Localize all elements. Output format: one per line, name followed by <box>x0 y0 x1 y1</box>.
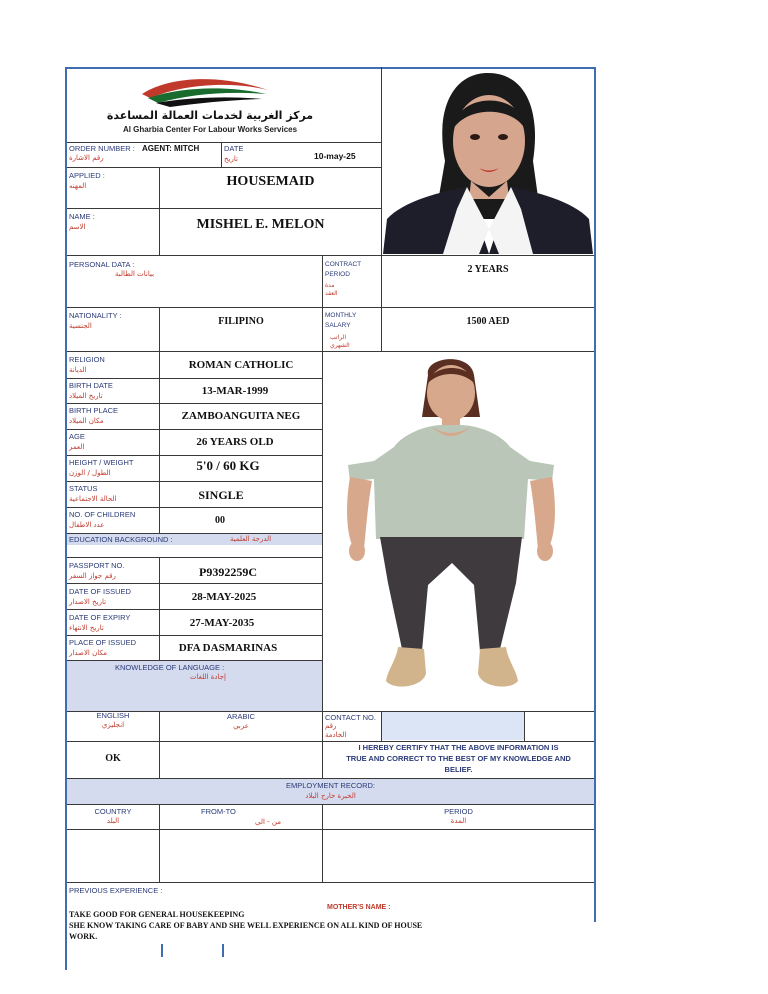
expiry-date-value: 27-MAY-2035 <box>189 617 255 629</box>
expiry-date-label: DATE OF EXPIRY <box>69 613 131 622</box>
remarks-line-1: TAKE GOOD FOR GENERAL HOUSEKEEPING <box>69 910 245 919</box>
certify-line-3: BELIEF. <box>444 765 473 774</box>
contract-label-ar-1: مدة <box>325 282 335 289</box>
company-logo <box>90 72 330 138</box>
order-number-label: ORDER NUMBER : <box>69 144 135 153</box>
age-label: AGE <box>69 432 85 441</box>
birth-date-label-ar: تاريخ الميلاد <box>69 392 103 400</box>
contact-value-band <box>382 712 524 740</box>
contract-label-ar-2: العقد <box>325 290 338 297</box>
contract-label-2: PERIOD <box>325 271 350 278</box>
passport-no-value: P9392259C <box>199 565 257 579</box>
religion-value: ROMAN CATHOLIC <box>188 359 294 371</box>
religion-label: RELIGION <box>69 355 105 364</box>
language-label: KNOWLEDGE OF LANGUAGE : <box>115 663 225 672</box>
salary-value: 1500 AED <box>466 316 510 327</box>
employment-label: EMPLOYMENT RECORD: <box>285 781 376 790</box>
place-issued-label-ar: مكان الاصدار <box>69 649 107 657</box>
contract-label-1: CONTRACT <box>325 261 362 268</box>
children-label: NO. OF CHILDREN <box>69 510 136 519</box>
arabic-label: ARABIC <box>227 712 255 721</box>
nationality-label-ar: الجنسية <box>69 322 92 330</box>
remarks-line-2: SHE KNOW TAKING CARE OF BABY AND SHE WELL EXPERIENCE ON ALL KIND OF HOUSE <box>69 921 423 930</box>
personal-data-label-ar: بيانات الطالبة <box>115 270 155 278</box>
date-label-ar: تاريخ <box>224 155 238 163</box>
employment-label-ar: الخبرة خارج البلاد <box>305 792 356 800</box>
applied-label: APPLIED : <box>69 171 105 180</box>
certify-line-2: TRUE AND CORRECT TO THE BEST OF MY KNOWLEDGE AND <box>346 754 571 763</box>
country-label: COUNTRY <box>94 807 132 816</box>
religion-label-ar: الديانة <box>69 366 87 374</box>
full-body-photo <box>324 353 593 710</box>
height-weight-label-ar: الطول / الوزن <box>69 469 111 477</box>
portrait-photo <box>383 69 593 254</box>
date-value: 10-may-25 <box>314 151 356 161</box>
from-to-label-ar: من - الى <box>255 818 281 826</box>
name-label-ar: الاسم <box>69 223 86 231</box>
order-number-label-ar: رقم الاشارة <box>69 154 104 162</box>
salary-label-ar-1: الراتب <box>330 334 347 341</box>
english-label: ENGLISH <box>96 711 130 720</box>
date-label: DATE <box>224 144 244 153</box>
status-label: STATUS <box>69 484 98 493</box>
passport-no-label-ar: رقم جواز السفر <box>69 572 116 580</box>
country-label-ar: البلد <box>106 817 120 825</box>
status-label-ar: الحالة الاجتماعية <box>69 495 117 503</box>
salary-label-ar-2: الشهري <box>330 342 350 349</box>
passport-no-label: PASSPORT NO. <box>69 561 125 570</box>
salary-label-1: MONTHLY <box>325 312 357 319</box>
birth-date-value: 13-MAR-1999 <box>201 385 269 397</box>
logo-arabic-text: مركز الغربية لخدمات العمالة المساعدة <box>106 109 314 122</box>
issue-date-label-ar: تاريخ الاصدار <box>69 598 107 606</box>
contract-value: 2 YEARS <box>467 264 509 275</box>
nationality-value: FILIPINO <box>218 316 264 327</box>
expiry-date-label-ar: تاريخ الانتهاء <box>69 624 104 632</box>
issue-date-value: 28-MAY-2025 <box>191 591 257 603</box>
applied-value: HOUSEMAID <box>226 174 315 189</box>
english-label-ar: انجليزي <box>101 721 125 729</box>
previous-experience-label: PREVIOUS EXPERIENCE : <box>69 886 163 895</box>
birth-place-label: BIRTH PLACE <box>69 406 119 415</box>
birth-date-label: BIRTH DATE <box>69 381 113 390</box>
period-label-ar: المدة <box>450 817 467 825</box>
name-value: MISHEL E. MELON <box>196 217 325 232</box>
contact-label-ar-1: رقم <box>325 722 337 730</box>
name-label: NAME : <box>69 212 95 221</box>
salary-label-2: SALARY <box>325 322 351 329</box>
certify-line-1: I HEREBY CERTIFY THAT THE ABOVE INFORMATION IS <box>358 743 559 752</box>
remarks-line-3: WORK. <box>69 932 98 941</box>
applied-label-ar: المهنه <box>69 182 87 190</box>
education-label: EDUCATION BACKGROUND : <box>69 535 173 544</box>
order-number-value: AGENT: MITCH <box>142 144 200 153</box>
height-weight-label: HEIGHT / WEIGHT <box>69 458 134 467</box>
age-value: 26 YEARS OLD <box>196 436 274 448</box>
children-value: 00 <box>215 515 225 526</box>
place-issued-label: PLACE OF ISSUED <box>69 638 137 647</box>
status-value: SINGLE <box>198 488 244 502</box>
children-label-ar: عدد الاطفال <box>69 521 105 529</box>
period-label: PERIOD <box>444 807 473 816</box>
place-issued-value: DFA DASMARINAS <box>178 642 278 654</box>
nationality-label: NATIONALITY : <box>69 311 122 320</box>
personal-data-label: PERSONAL DATA : <box>69 260 135 269</box>
language-label-ar: إجادة اللغات <box>190 673 226 681</box>
contact-label: CONTACT NO. <box>325 713 376 722</box>
issue-date-label: DATE OF ISSUED <box>69 587 131 596</box>
contact-label-ar-2: الخادمة <box>325 731 347 739</box>
logo-english-text: Al Gharbia Center For Labour Works Services <box>122 125 298 134</box>
birth-place-value: ZAMBOANGUITA NEG <box>181 410 301 422</box>
birth-place-label-ar: مكان الميلاد <box>69 417 104 425</box>
from-to-label: FROM-TO <box>201 807 236 816</box>
education-label-ar: الدرجة العلمية <box>230 535 272 543</box>
arabic-label-ar: عربي <box>233 722 249 730</box>
age-label-ar: العمر <box>69 443 85 451</box>
mother-name-label: MOTHER'S NAME : <box>327 904 391 911</box>
english-value: OK <box>105 753 121 764</box>
height-weight-value: 5'0 / 60 KG <box>196 458 260 473</box>
